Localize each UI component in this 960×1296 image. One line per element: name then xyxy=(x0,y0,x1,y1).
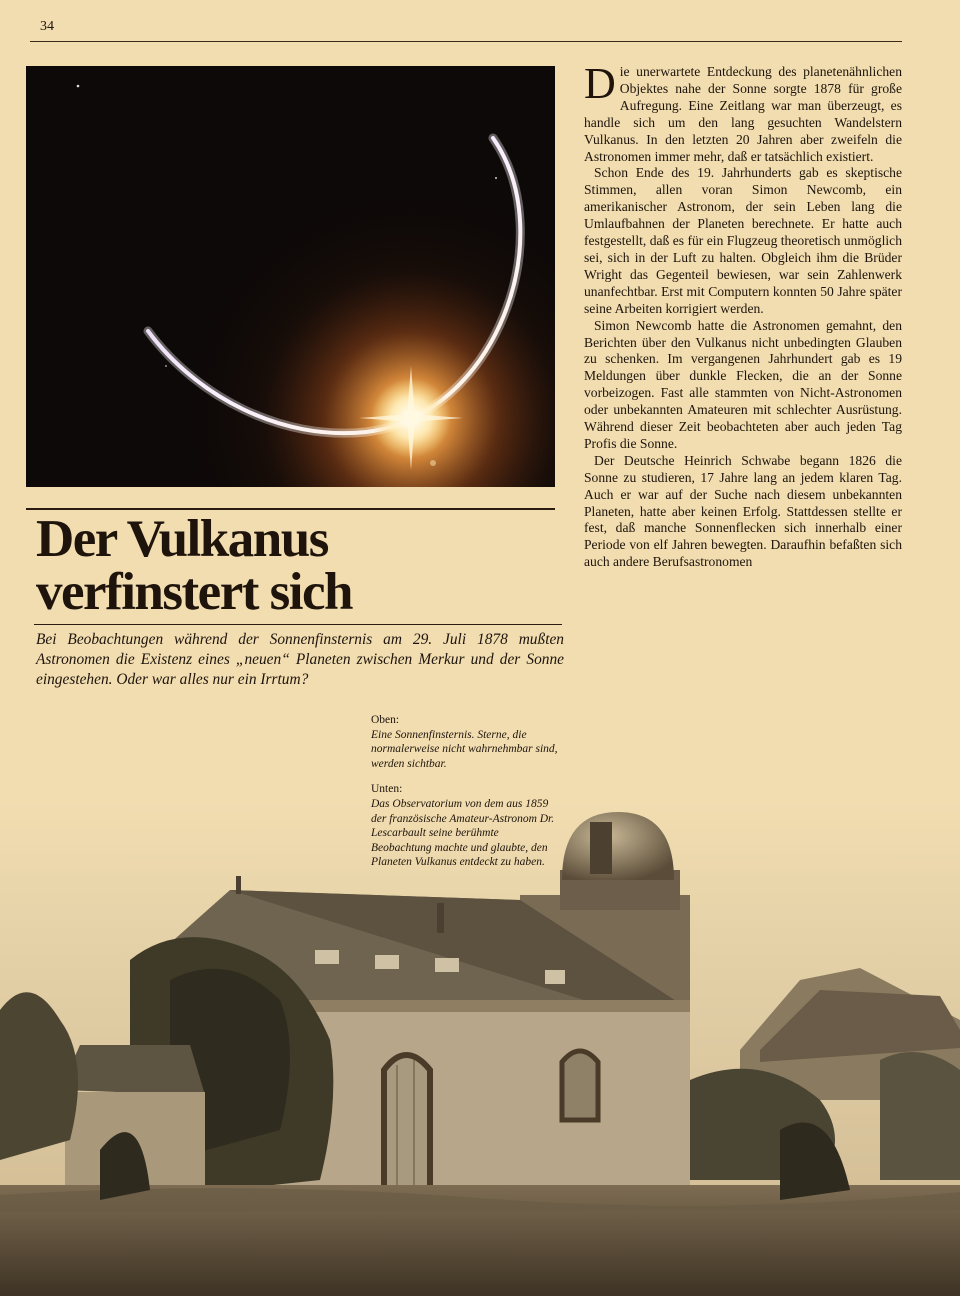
star xyxy=(165,365,167,367)
drop-cap: D xyxy=(584,59,616,108)
headline xyxy=(36,510,352,621)
page-number: 34 xyxy=(40,19,54,34)
arched-door xyxy=(384,1055,430,1200)
caption-bottom-label: Unten: xyxy=(371,783,403,796)
body-paragraph-1-text: ie unerwartete Entdeckung des planetenähnlichen Objektes nahe der Sonne sorgte 1878 für große Aufregung. Eine Zeitlang war man überzeugt, es handle sich um den lang gesuchten Wandelstern Vulkanus. In den letzten 20 Jahren aber zweifeln die Astronomen immer mehr, daß er tatsächlich existiert. xyxy=(584,64,902,164)
star xyxy=(495,177,497,179)
headline-line-2: verfinstert sich xyxy=(36,563,352,621)
picture-captions xyxy=(371,713,561,881)
top-rule xyxy=(30,41,902,42)
lead-paragraph: Bei Beobachtungen während der Sonnenfinsternis am 29. Juli 1878 mußten Astronomen die Existenz eines „neuen“ Planeten zwischen Merkur und der Sonne eingestehen. Oder war alles nur ein Irrtum? xyxy=(36,631,564,688)
caption-bottom-text: Das Observatorium von dem aus 1859 der französische Amateur-Astronom Dr. Lescarbault seine berühmte Beobachtung machte und glaubte, den Planeten Vulkanus entdeckt zu haben. xyxy=(371,797,555,869)
body-paragraph-1 xyxy=(584,59,902,165)
tree xyxy=(880,1052,960,1180)
caption-top-label: Oben: xyxy=(371,714,400,726)
arched-window xyxy=(562,1051,598,1120)
body-paragraph-3: Simon Newcomb hatte die Astronomen gemahnt, den Berichten über den Vulkanus nicht unbedingten Glauben zu schenken. Im vergangenen Jahrhundert gab es 19 Meldungen über dunkle Flecken, die an der Sonne vorbeizogen. Fast alle stammten von Nicht-Astronomen oder unbekannten Amateuren mit schlechter Ausrüstung. Während dieser Zeit beobachteten aber auch jeden Tag Profis die Sonne. xyxy=(584,317,902,451)
headline-rule xyxy=(34,624,562,625)
eclipse-photo xyxy=(26,66,555,487)
side-house-roof xyxy=(60,1045,205,1095)
article-body xyxy=(584,59,902,571)
body-paragraph-4: Der Deutsche Heinrich Schwabe begann 1826 die Sonne zu studieren, 17 Jahre lang an jedem klaren Tag. Auch er war auf der Suche nach diesem unbekannten Planeten, hatte aber keinen Erfolg. Stattdessen stellte er fest, daß manche Sonnenflecken sich innerhalb einer Periode von elf Jahren bewegten. Daraufhin befaßten sich auch andere Berufsastronomen xyxy=(584,452,902,570)
caption-top-text: Eine Sonnenfinsternis. Sterne, die normalerweise nicht wahrnehmbar sind, werden sichtbar. xyxy=(371,728,558,770)
star xyxy=(77,85,80,88)
headline-line-1: Der Vulkanus xyxy=(36,510,328,568)
body-paragraph-2: Schon Ende des 19. Jahrhunderts gab es skeptische Stimmen, allen voran Simon Newcomb, ein amerikanischer Astronom, der sein Leben lang die Umlaufbahnen der Planeten berechnete. Er hatte auch festgestellt, daß es für ein Flugzeug theoretisch unmöglich sei, sich in der Luft zu halten. Obgleich ihm die Brüder Wright das Gegenteil bewiesen, war sein Zahlenwerk unanfechtbar. Erst mit Computern konnten 50 Jahre später seine Arbeiten korrigiert werden. xyxy=(584,165,902,316)
